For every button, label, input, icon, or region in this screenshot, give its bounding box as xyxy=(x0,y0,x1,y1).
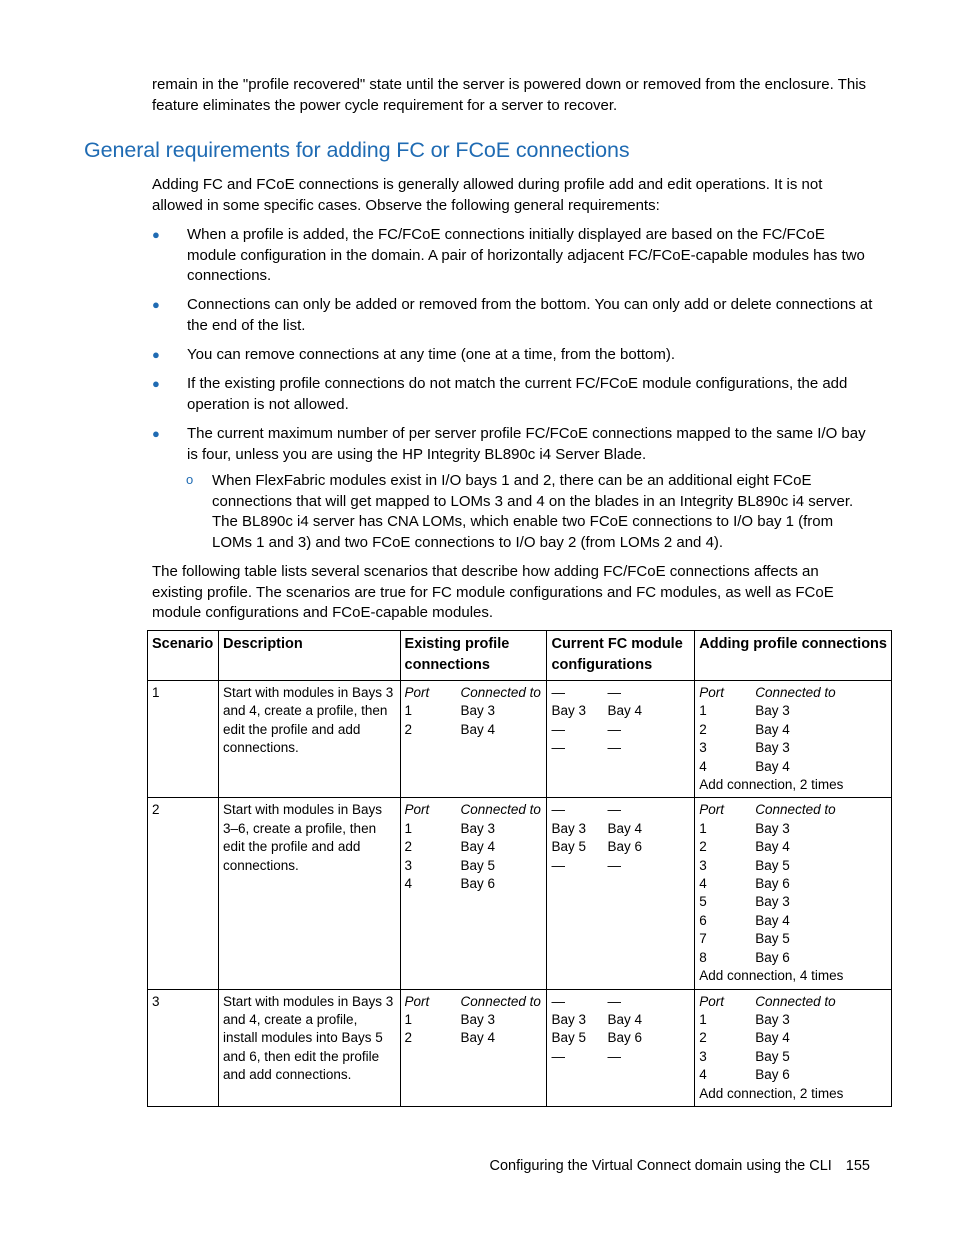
scenarios-table xyxy=(147,630,892,1107)
cell-value: Bay 4 xyxy=(755,912,790,928)
add-connection-note: Add connection, 2 times xyxy=(699,1085,844,1101)
cell-value: 5 xyxy=(699,894,707,910)
cell-value: Bay 5 xyxy=(551,839,586,855)
modules-cell xyxy=(547,989,695,1106)
bullet-dot-icon: ● xyxy=(152,297,160,312)
module-configurations xyxy=(551,993,690,1067)
bullet-dot-icon: ● xyxy=(152,347,160,362)
cell-value: Bay 3 xyxy=(460,703,496,719)
cell-value: Bay 3 xyxy=(551,820,586,836)
adding-connections xyxy=(699,993,887,1085)
header-existing: Existing profile connections xyxy=(400,631,547,681)
cell-value: Bay 4 xyxy=(755,758,790,774)
cell-value: — xyxy=(607,857,621,873)
cell-value: 1 xyxy=(699,820,707,836)
cell-value: 1 xyxy=(699,1011,707,1027)
header-adding: Adding profile connections xyxy=(695,631,892,681)
cell-value: 1 xyxy=(404,1011,413,1027)
adding-cell xyxy=(695,681,892,798)
cell-value: Bay 3 xyxy=(755,894,790,910)
cell-value: Bay 5 xyxy=(755,1048,790,1064)
module-configurations xyxy=(551,684,690,758)
table-header-row xyxy=(148,631,892,681)
cell-value: Bay 4 xyxy=(607,1011,642,1027)
cell-value: — xyxy=(551,993,565,1009)
connected-to-label: Connected to xyxy=(755,685,836,700)
cell-value: — xyxy=(551,740,565,756)
modules-cell xyxy=(547,681,695,798)
cell-value: Bay 6 xyxy=(755,876,790,892)
cell-value: 3 xyxy=(699,1048,707,1064)
existing-connections xyxy=(405,801,543,893)
cell-value: — xyxy=(551,685,565,700)
intro-paragraph: remain in the "profile recovered" state until the server is powered down or removed from the enclosure. This feature eliminates the power cycle requirement for a server to recover. xyxy=(152,76,867,114)
connected-to-label: Connected to xyxy=(755,993,836,1009)
adding-connections xyxy=(699,801,887,967)
modules-cell xyxy=(547,798,695,989)
scenario-cell: 3 xyxy=(148,989,219,1106)
cell-value: Bay 5 xyxy=(460,857,496,873)
existing-connections xyxy=(405,684,543,739)
table-intro-paragraph: The following table lists several scenarios that describe how adding FC/FCoE connections affects an existing profile. The scenarios are true for FC module configurations and FC modules, as well as FCoE module configurations and FCoE-capable modules. xyxy=(152,563,834,621)
cell-value: Bay 6 xyxy=(460,876,496,892)
cell-value: Bay 4 xyxy=(460,1030,496,1046)
table-row xyxy=(148,681,892,798)
cell-value: 2 xyxy=(699,721,707,737)
cell-value: Bay 3 xyxy=(755,820,790,836)
cell-value: Bay 6 xyxy=(607,1030,642,1046)
connected-to-label: Connected to xyxy=(460,993,541,1009)
cell-value: 3 xyxy=(699,857,707,873)
footer-title: Configuring the Virtual Connect domain using the CLI xyxy=(489,1158,832,1174)
cell-value: 4 xyxy=(699,876,707,892)
cell-value: 2 xyxy=(699,839,707,855)
connected-to-label: Connected to xyxy=(460,685,541,700)
cell-value: Bay 6 xyxy=(755,949,790,965)
port-label: Port xyxy=(404,993,430,1009)
cell-value: Bay 3 xyxy=(755,1011,790,1027)
add-connection-note: Add connection, 4 times xyxy=(699,968,844,984)
port-label: Port xyxy=(404,802,430,818)
module-configurations xyxy=(551,801,690,875)
adding-cell xyxy=(695,798,892,989)
cell-value: Bay 4 xyxy=(755,721,790,737)
cell-value: Bay 6 xyxy=(755,1067,790,1083)
cell-value: Bay 4 xyxy=(460,721,496,737)
scenario-cell: 1 xyxy=(148,681,219,798)
cell-value: Bay 6 xyxy=(607,839,642,855)
existing-cell xyxy=(400,798,547,989)
cell-value: 2 xyxy=(404,839,413,855)
cell-value: 3 xyxy=(699,740,707,756)
page-footer xyxy=(489,1158,870,1174)
cell-value: — xyxy=(607,802,621,818)
cell-value: Bay 3 xyxy=(551,1011,586,1027)
cell-value: 4 xyxy=(699,1067,707,1083)
cell-value: Bay 4 xyxy=(755,1030,790,1046)
circle-bullet-icon: o xyxy=(186,472,194,487)
cell-value: Bay 4 xyxy=(607,820,642,836)
header-description: Description xyxy=(218,631,400,681)
description-cell: Start with modules in Bays 3–6, create a profile, then edit the profile and add connections. xyxy=(218,798,400,989)
cell-value: 8 xyxy=(699,949,707,965)
scenario-cell: 2 xyxy=(148,798,219,989)
table-row xyxy=(148,798,892,989)
header-modules: Current FC module configurations xyxy=(547,631,695,681)
adding-cell xyxy=(695,989,892,1106)
add-connection-note: Add connection, 2 times xyxy=(699,777,844,793)
bullet-dot-icon: ● xyxy=(152,426,160,441)
cell-value: — xyxy=(607,685,621,700)
cell-value: Bay 4 xyxy=(607,703,642,719)
table-row xyxy=(148,989,892,1106)
port-label: Port xyxy=(699,993,725,1009)
port-label: Port xyxy=(404,685,430,700)
existing-connections xyxy=(405,993,543,1048)
cell-value: — xyxy=(607,721,621,737)
connected-to-label: Connected to xyxy=(460,802,541,818)
cell-value: 2 xyxy=(404,1030,413,1046)
cell-value: 1 xyxy=(404,703,413,719)
cell-value: — xyxy=(551,721,565,737)
cell-value: — xyxy=(607,1048,621,1064)
cell-value: Bay 3 xyxy=(755,740,790,756)
adding-connections xyxy=(699,684,887,776)
cell-value: 4 xyxy=(699,758,707,774)
cell-value: Bay 3 xyxy=(460,820,496,836)
cell-value: Bay 4 xyxy=(460,839,496,855)
cell-value: Bay 5 xyxy=(755,931,790,947)
lead-paragraph: Adding FC and FCoE connections is generally allowed during profile add and edit operations. It is not allowed in some specific cases. Observe the following general requirements: xyxy=(152,176,823,214)
cell-value: 6 xyxy=(699,912,707,928)
header-scenario: Scenario xyxy=(148,631,219,681)
cell-value: Bay 5 xyxy=(755,857,790,873)
bullet-dot-icon: ● xyxy=(152,376,160,391)
cell-value: 1 xyxy=(699,703,707,719)
port-label: Port xyxy=(699,685,725,700)
cell-value: — xyxy=(607,993,621,1009)
cell-value: Bay 3 xyxy=(755,703,790,719)
existing-cell xyxy=(400,989,547,1106)
cell-value: — xyxy=(551,857,565,873)
connected-to-label: Connected to xyxy=(755,802,836,818)
cell-value: 3 xyxy=(404,857,413,873)
cell-value: Bay 5 xyxy=(551,1030,586,1046)
cell-value: — xyxy=(607,740,621,756)
existing-cell xyxy=(400,681,547,798)
cell-value: Bay 4 xyxy=(755,839,790,855)
cell-value: Bay 3 xyxy=(460,1011,496,1027)
cell-value: 2 xyxy=(699,1030,707,1046)
cell-value: 1 xyxy=(404,820,413,836)
cell-value: — xyxy=(551,802,565,818)
cell-value: Bay 3 xyxy=(551,703,586,719)
description-cell: Start with modules in Bays 3 and 4, create a profile, then edit the profile and add connections. xyxy=(218,681,400,798)
cell-value: — xyxy=(551,1048,565,1064)
description-cell: Start with modules in Bays 3 and 4, create a profile, install modules into Bays 5 and 6, then edit the profile and add connections. xyxy=(218,989,400,1106)
page-number: 155 xyxy=(845,1158,870,1174)
section-heading: General requirements for adding FC or FCoE connections xyxy=(84,138,630,162)
bullet-dot-icon: ● xyxy=(152,227,160,242)
port-label: Port xyxy=(699,802,725,818)
cell-value: 2 xyxy=(404,721,413,737)
cell-value: 7 xyxy=(699,931,707,947)
cell-value: 4 xyxy=(404,876,413,892)
